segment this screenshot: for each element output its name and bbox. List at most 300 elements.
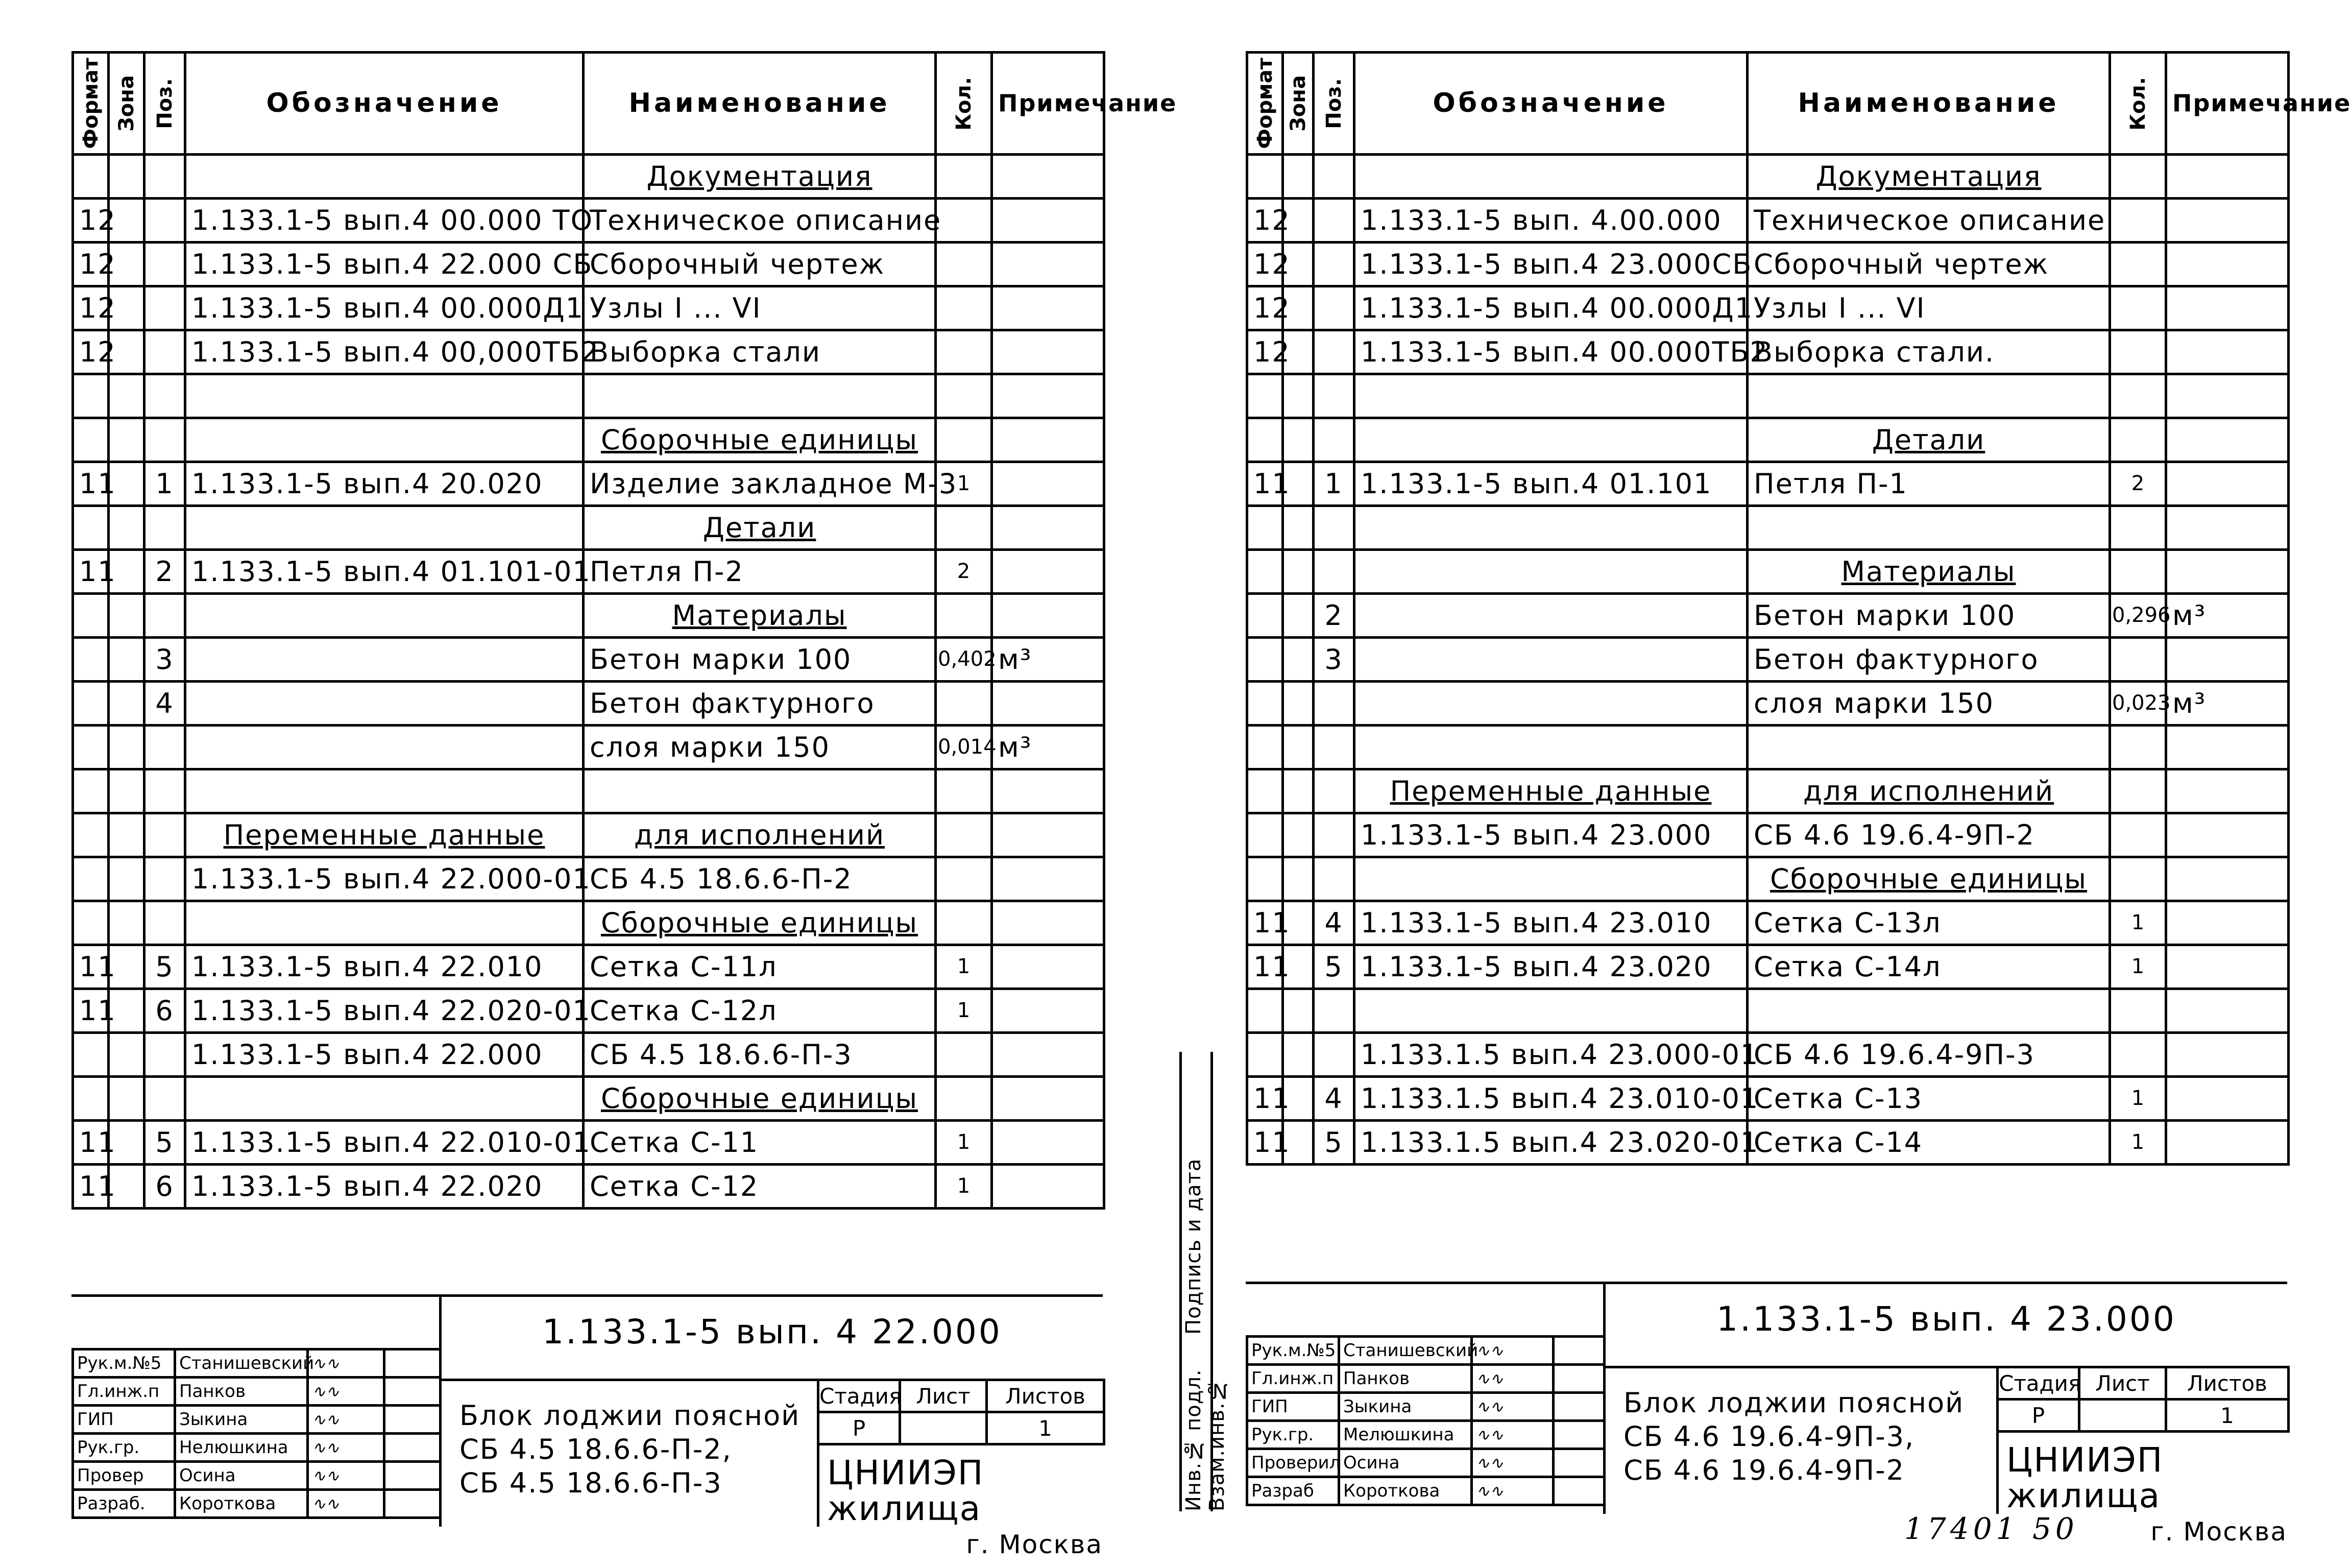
pos-cell (144, 813, 185, 857)
format-cell (73, 1032, 109, 1076)
signature-cell (308, 1349, 384, 1378)
signature-row (1247, 1337, 1605, 1365)
note-cell (2166, 1120, 2289, 1164)
table-row (73, 549, 1104, 593)
name-cell: Сборочные единицы (584, 1076, 936, 1120)
qty-cell (936, 374, 992, 418)
name-cell: Петля П-1 (1748, 462, 2110, 505)
pos-cell (1314, 330, 1354, 374)
table-row (1247, 505, 2289, 549)
qty-cell: 1 (936, 945, 992, 988)
designation-cell: 1.133.1.5 вып.4 23.010-01 (1354, 1076, 1748, 1120)
name-cell: СБ 4.6 19.6.4-9П-2 (1748, 813, 2110, 857)
pos-cell (144, 1032, 185, 1076)
designation-cell: 1.133.1-5 вып. 4.00.000 (1354, 198, 1748, 242)
designation-cell: 1.133.1-5 вып.4 22.020-01 (185, 988, 584, 1032)
format-cell: 11 (73, 1164, 109, 1208)
person-name-cell: Короткова (1339, 1477, 1472, 1505)
table-row (1247, 945, 2289, 988)
designation-cell: 1.133.1-5 вып.4 00.000Д1 (185, 286, 584, 330)
pos-cell (144, 857, 185, 901)
format-cell (73, 154, 109, 198)
left-title-line-3: СБ 4.5 18.6.6-П-3 (459, 1467, 722, 1499)
note-cell (992, 857, 1104, 901)
signature-cell (308, 1462, 384, 1490)
note-cell (2166, 418, 2289, 462)
table-row (1247, 813, 2289, 857)
col-pos: Поз. (144, 53, 185, 155)
left-doc-code: 1.133.1-5 вып. 4 22.000 (542, 1312, 1002, 1352)
format-cell: 11 (73, 1120, 109, 1164)
right-signatures-table (1246, 1335, 1606, 1506)
right-org-city: г. Москва (2150, 1517, 2287, 1547)
name-cell: Материалы (584, 593, 936, 637)
note-cell (2166, 769, 2289, 813)
col-pos: Поз. (1314, 53, 1354, 155)
format-cell: 12 (1247, 242, 1283, 286)
right-stage-value: Р (1998, 1400, 2079, 1432)
zone-cell (109, 1076, 144, 1120)
note-cell (2166, 286, 2289, 330)
left-title-line-2: СБ 4.5 18.6.6-П-2, (459, 1433, 732, 1465)
pos-cell (1314, 681, 1354, 725)
table-row (73, 286, 1104, 330)
format-cell (1247, 593, 1283, 637)
person-name-cell: Панков (1339, 1365, 1472, 1393)
qty-cell: 1 (936, 1164, 992, 1208)
left-org (827, 1455, 1103, 1562)
format-cell (1247, 637, 1283, 681)
name-cell: Сетка С-13 (1748, 1076, 2110, 1120)
left-sheet-label: Лист (900, 1380, 987, 1412)
role-cell: Гл.инж.п (73, 1378, 175, 1406)
table-row (1247, 154, 2289, 198)
qty-cell (2110, 505, 2166, 549)
pos-cell: 5 (1314, 945, 1354, 988)
designation-cell: 1.133.1-5 вып.4 22.000 СБ (185, 242, 584, 286)
signature-icon: ∿∿ (1476, 1453, 1504, 1473)
side-stamp-replace: Взам.инв.№ (1205, 1378, 1229, 1511)
name-cell: Детали (584, 505, 936, 549)
side-stamp-inv: Инв.№ подл. (1182, 1369, 1205, 1511)
format-cell (73, 505, 109, 549)
qty-cell: 2 (2110, 462, 2166, 505)
pos-cell (1314, 242, 1354, 286)
name-cell (1748, 725, 2110, 769)
note-cell (992, 1120, 1104, 1164)
table-row (1247, 330, 2289, 374)
designation-cell: Переменные данные (185, 813, 584, 857)
zone-cell (109, 681, 144, 725)
qty-cell (2110, 154, 2166, 198)
name-cell (584, 769, 936, 813)
pos-cell (1314, 374, 1354, 418)
name-cell: Бетон фактурного (584, 681, 936, 725)
signature-icon: ∿∿ (1476, 1341, 1504, 1360)
note-cell (992, 593, 1104, 637)
note-cell (2166, 637, 2289, 681)
zone-cell (1283, 988, 1314, 1032)
role-cell: Разраб (1247, 1477, 1339, 1505)
qty-cell (936, 418, 992, 462)
table-row (1247, 198, 2289, 242)
name-cell: Сборочный чертеж (1748, 242, 2110, 286)
zone-cell (109, 505, 144, 549)
format-cell (73, 725, 109, 769)
person-name-cell: Короткова (175, 1490, 308, 1518)
signature-icon: ∿∿ (1476, 1425, 1504, 1444)
note-cell (2166, 505, 2289, 549)
designation-cell: 1.133.1-5 вып.4 22.000-01 (185, 857, 584, 901)
name-cell: Детали (1748, 418, 2110, 462)
pos-cell: 1 (144, 462, 185, 505)
note-cell (992, 1164, 1104, 1208)
qty-cell (2110, 242, 2166, 286)
role-cell: Рук.гр. (73, 1434, 175, 1462)
table-row (1247, 286, 2289, 330)
col-qty: Кол. (2110, 53, 2166, 155)
table-row (1247, 725, 2289, 769)
designation-cell (185, 1076, 584, 1120)
note-cell: м³ (992, 637, 1104, 681)
role-cell: ГИП (73, 1406, 175, 1434)
qty-cell: 0,014 (936, 725, 992, 769)
name-cell: Сетка С-11 (584, 1120, 936, 1164)
qty-cell (2110, 374, 2166, 418)
designation-cell (1354, 154, 1748, 198)
qty-cell (2110, 725, 2166, 769)
designation-cell (185, 901, 584, 945)
note-cell (2166, 330, 2289, 374)
pos-cell (144, 198, 185, 242)
pos-cell (1314, 857, 1354, 901)
signature-row (73, 1406, 441, 1434)
table-row (1247, 549, 2289, 593)
designation-cell: 1.133.1-5 вып.4 22.000 (185, 1032, 584, 1076)
role-cell: ГИП (1247, 1393, 1339, 1421)
name-cell: Сборочные единицы (1748, 857, 2110, 901)
note-cell (2166, 462, 2289, 505)
name-cell: Документация (584, 154, 936, 198)
name-cell: Сетка С-12л (584, 988, 936, 1032)
zone-cell (109, 1032, 144, 1076)
qty-cell (936, 593, 992, 637)
left-spec-table (71, 51, 1177, 1210)
table-row (1247, 374, 2289, 418)
pos-cell: 4 (1314, 1076, 1354, 1120)
zone-cell (1283, 857, 1314, 901)
qty-cell (2110, 286, 2166, 330)
table-row (73, 988, 1104, 1032)
signature-cell (308, 1434, 384, 1462)
format-cell (1247, 505, 1283, 549)
name-cell: СБ 4.6 19.6.4-9П-3 (1748, 1032, 2110, 1076)
pos-cell: 3 (144, 637, 185, 681)
role-cell: Рук.гр. (1247, 1421, 1339, 1449)
name-cell: слоя марки 150 (1748, 681, 2110, 725)
date-cell (384, 1406, 441, 1434)
side-stamp-sign: Подпись и дата (1182, 1158, 1205, 1335)
name-cell: Сетка С-14 (1748, 1120, 2110, 1164)
format-cell: 11 (1247, 1120, 1283, 1164)
pos-cell (1314, 725, 1354, 769)
format-cell: 11 (73, 462, 109, 505)
name-cell: Выборка стали. (1748, 330, 2110, 374)
qty-cell: 1 (2110, 901, 2166, 945)
date-cell (1554, 1477, 1605, 1505)
designation-cell: 1.133.1-5 вып.4 00.000Д1 (1354, 286, 1748, 330)
qty-cell (2110, 198, 2166, 242)
format-cell: 11 (1247, 901, 1283, 945)
designation-cell (185, 637, 584, 681)
note-cell (992, 549, 1104, 593)
name-cell: Техническое описание (1748, 198, 2110, 242)
designation-cell: 1.133.1-5 вып.4 22.010-01 (185, 1120, 584, 1164)
table-row (73, 505, 1104, 549)
name-cell: Узлы I ... VI (584, 286, 936, 330)
table-row (73, 198, 1104, 242)
format-cell (73, 593, 109, 637)
col-zone: Зона (1283, 53, 1314, 155)
name-cell: Сетка С-11л (584, 945, 936, 988)
zone-cell (109, 769, 144, 813)
zone-cell (1283, 1032, 1314, 1076)
designation-cell: 1.133.1-5 вып.4 23.010 (1354, 901, 1748, 945)
zone-cell (109, 857, 144, 901)
format-cell (1247, 988, 1283, 1032)
qty-cell (936, 813, 992, 857)
note-cell (992, 330, 1104, 374)
designation-cell (1354, 418, 1748, 462)
zone-cell (1283, 374, 1314, 418)
qty-cell (936, 901, 992, 945)
table-row (1247, 1032, 2289, 1076)
signature-row (1247, 1477, 1605, 1505)
note-cell (992, 242, 1104, 286)
signature-icon: ∿∿ (312, 1354, 340, 1373)
qty-cell (936, 769, 992, 813)
designation-cell (1354, 505, 1748, 549)
designation-cell (185, 769, 584, 813)
right-stage-label: Стадия (1998, 1367, 2079, 1400)
note-cell (992, 988, 1104, 1032)
designation-cell: 1.133.1-5 вып.4 00.000ТБ2 (1354, 330, 1748, 374)
name-cell: Сетка С-12 (584, 1164, 936, 1208)
person-name-cell: Панков (175, 1378, 308, 1406)
designation-cell (185, 593, 584, 637)
table-row (1247, 418, 2289, 462)
pos-cell (1314, 1032, 1354, 1076)
signature-cell (1472, 1365, 1554, 1393)
note-cell (2166, 857, 2289, 901)
table-row (73, 154, 1104, 198)
person-name-cell: Осина (175, 1462, 308, 1490)
pos-cell (144, 1076, 185, 1120)
format-cell (73, 813, 109, 857)
pos-cell (1314, 286, 1354, 330)
pos-cell (144, 418, 185, 462)
designation-cell (1354, 857, 1748, 901)
format-cell (1247, 769, 1283, 813)
role-cell: Рук.м.№5 (1247, 1337, 1339, 1365)
qty-cell: 1 (936, 1120, 992, 1164)
format-cell (1247, 813, 1283, 857)
right-title-line-3: СБ 4.6 19.6.4-9П-2 (1623, 1454, 1905, 1486)
name-cell: слоя марки 150 (584, 725, 936, 769)
table-row (1247, 1120, 2289, 1164)
table-row (73, 681, 1104, 725)
note-cell (2166, 154, 2289, 198)
name-cell: Техническое описание (584, 198, 936, 242)
format-cell: 12 (1247, 198, 1283, 242)
format-cell: 11 (1247, 462, 1283, 505)
name-cell: Сетка С-13л (1748, 901, 2110, 945)
right-spec-body (1247, 154, 2289, 1164)
designation-cell (1354, 681, 1748, 725)
format-cell (1247, 681, 1283, 725)
designation-cell (1354, 725, 1748, 769)
designation-cell (185, 725, 584, 769)
left-doc-title (459, 1399, 800, 1500)
signature-icon: ∿∿ (312, 1466, 340, 1485)
note-cell (2166, 374, 2289, 418)
name-cell: Материалы (1748, 549, 2110, 593)
pos-cell (1314, 769, 1354, 813)
format-cell: 11 (73, 549, 109, 593)
col-designation: Обозначение (185, 53, 584, 155)
col-note: Примечание (992, 53, 1104, 155)
table-row (1247, 637, 2289, 681)
format-cell (73, 901, 109, 945)
zone-cell (109, 725, 144, 769)
signature-cell (1472, 1337, 1554, 1365)
left-spec-body (73, 154, 1104, 1208)
table-row (73, 1120, 1104, 1164)
signature-icon: ∿∿ (1476, 1481, 1504, 1501)
date-cell (384, 1434, 441, 1462)
col-format: Формат (73, 53, 109, 155)
table-row (73, 1032, 1104, 1076)
left-org-city: г. Москва (966, 1530, 1103, 1559)
qty-cell (2110, 1032, 2166, 1076)
name-cell: Бетон фактурного (1748, 637, 2110, 681)
designation-cell: 1.133.1-5 вып.4 20.020 (185, 462, 584, 505)
qty-cell (936, 1032, 992, 1076)
pos-cell (1314, 418, 1354, 462)
role-cell: Проверил (1247, 1449, 1339, 1477)
table-row (1247, 857, 2289, 901)
format-cell (1247, 374, 1283, 418)
qty-cell (2110, 857, 2166, 901)
designation-cell (185, 374, 584, 418)
name-cell: Бетон марки 100 (584, 637, 936, 681)
qty-cell (936, 154, 992, 198)
pos-cell (144, 330, 185, 374)
name-cell: Сетка С-14л (1748, 945, 2110, 988)
pos-cell: 5 (1314, 1120, 1354, 1164)
name-cell: для исполнений (1748, 769, 2110, 813)
format-cell: 11 (1247, 945, 1283, 988)
col-qty: Кол. (936, 53, 992, 155)
date-cell (384, 1349, 441, 1378)
signature-row (1247, 1365, 1605, 1393)
right-spec-table (1246, 51, 2351, 1166)
left-sheets-value: 1 (987, 1412, 1104, 1444)
role-cell: Рук.м.№5 (73, 1349, 175, 1378)
zone-cell (1283, 549, 1314, 593)
date-cell (384, 1378, 441, 1406)
table-row (73, 242, 1104, 286)
signature-row (1247, 1393, 1605, 1421)
signature-icon: ∿∿ (312, 1410, 340, 1429)
note-cell (2166, 549, 2289, 593)
signature-icon: ∿∿ (1476, 1369, 1504, 1388)
qty-cell (936, 242, 992, 286)
zone-cell (109, 154, 144, 198)
note-cell (992, 418, 1104, 462)
signature-cell (308, 1378, 384, 1406)
designation-cell: 1.133.1-5 вып.4 00.000 ТО (185, 198, 584, 242)
right-sheets-label: Листов (2166, 1367, 2289, 1400)
person-name-cell: Осина (1339, 1449, 1472, 1477)
right-side-stamp (1179, 1052, 1229, 1511)
format-cell: 11 (73, 945, 109, 988)
note-cell (992, 1076, 1104, 1120)
designation-cell (185, 154, 584, 198)
pos-cell (1314, 154, 1354, 198)
note-cell: м³ (2166, 681, 2289, 725)
format-cell (73, 681, 109, 725)
qty-cell (2110, 418, 2166, 462)
name-cell (1748, 374, 2110, 418)
zone-cell (109, 593, 144, 637)
designation-cell: 1.133.1.5 вып.4 23.020-01 (1354, 1120, 1748, 1164)
left-org-name: ЦНИИЭП жилища (827, 1453, 984, 1528)
date-cell (1554, 1421, 1605, 1449)
name-cell (584, 374, 936, 418)
note-cell: м³ (992, 725, 1104, 769)
qty-cell (2110, 637, 2166, 681)
zone-cell (109, 813, 144, 857)
note-cell (992, 1032, 1104, 1076)
zone-cell (1283, 813, 1314, 857)
right-sheet-value (2079, 1400, 2166, 1432)
name-cell: Петля П-2 (584, 549, 936, 593)
qty-cell: 0,402 (936, 637, 992, 681)
designation-cell: 1.133.1-5 вып.4 22.010 (185, 945, 584, 988)
role-cell: Провер (73, 1462, 175, 1490)
date-cell (384, 1462, 441, 1490)
qty-cell: 1 (2110, 1120, 2166, 1164)
designation-cell (1354, 988, 1748, 1032)
designation-cell: Переменные данные (1354, 769, 1748, 813)
qty-cell (936, 1076, 992, 1120)
note-cell (2166, 725, 2289, 769)
name-cell: Документация (1748, 154, 2110, 198)
role-cell: Разраб. (73, 1490, 175, 1518)
left-sheet-value (900, 1412, 987, 1444)
pos-cell: 3 (1314, 637, 1354, 681)
pos-cell (1314, 505, 1354, 549)
zone-cell (1283, 725, 1314, 769)
format-cell: 12 (1247, 286, 1283, 330)
format-cell (1247, 154, 1283, 198)
note-cell (992, 462, 1104, 505)
note-cell (2166, 813, 2289, 857)
name-cell: Сборочный чертеж (584, 242, 936, 286)
left-title-line-1: Блок лоджии поясной (459, 1400, 801, 1432)
zone-cell (1283, 769, 1314, 813)
